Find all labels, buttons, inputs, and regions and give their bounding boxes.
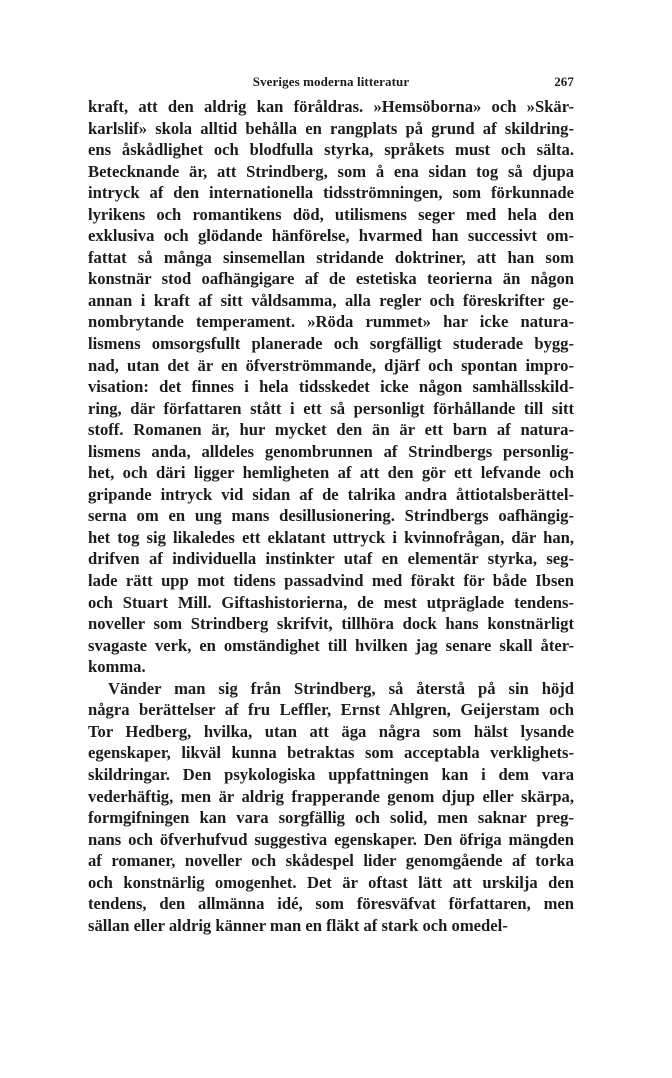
text-line: kraft, att den aldrig kan föråldras. »Hemsöborna» och »Skär- xyxy=(88,97,574,116)
text-line: annan i kraft af sitt våldsamma, alla regler och föreskrifter ge- xyxy=(88,290,574,310)
text-line: några berättelser af fru Leffler, Ernst Ahlgren, Geijerstam och xyxy=(88,700,574,720)
text-line: karlslif» skola alltid behålla en rangplats på grund af skildring- xyxy=(88,118,574,138)
text-line: stoff. Romanen är, hur mycket den än är ett barn af natura- xyxy=(88,420,574,440)
paragraph xyxy=(88,96,574,678)
text-line: lade rätt upp mot tidens passadvind med förakt för både Ibsen xyxy=(88,571,574,591)
text-line: och konstnärlig omogenhet. Det är oftast lätt att urskilja den xyxy=(88,872,574,892)
text-line: intryck af den internationella tidsströmningen, som förkunnade xyxy=(88,183,574,203)
text-line: drifven af individuella instinkter utaf en elementär styrka, seg- xyxy=(88,549,574,569)
text-line: och Stuart Mill. Giftashistorierna, de mest utpräglade tendens- xyxy=(88,592,574,612)
running-head xyxy=(88,70,574,92)
text-line: lismens omsorgsfullt planerade och sorgfälligt studerade bygg- xyxy=(88,334,574,354)
text-line: komma. xyxy=(88,657,146,677)
text-line: skildringar. Den psykologiska uppfattningen kan i dem vara xyxy=(88,764,574,784)
text-line: sällan eller aldrig känner man en fläkt af stark och omedel- xyxy=(88,915,508,935)
text-line: Tor Hedberg, hvilka, utan att äga några som hälst lysande xyxy=(88,721,574,741)
text-line: nombrytande temperament. »Röda rummet» har icke natura- xyxy=(88,312,574,332)
text-line: af romaner, noveller och skådespel lider genomgående af torka xyxy=(88,851,574,871)
text-line: nans och öfverhufvud suggestiva egenskaper. Den öfriga mängden xyxy=(88,829,574,849)
text-line: konstnär stod oafhängigare af de estetiska teorierna än någon xyxy=(88,269,574,289)
text-line: exklusiva och glödande hänförelse, hvarmed han successivt om- xyxy=(88,226,574,246)
text-line: Betecknande är, att Strindberg, som å ena sidan tog så djupa xyxy=(88,161,574,181)
text-line: visation: det finnes i hela tidsskedet icke någon samhällsskild- xyxy=(88,377,574,397)
text-line: lismens anda, alldeles genombrunnen af Strindbergs personlig- xyxy=(88,441,574,461)
page-number: 267 xyxy=(554,74,574,89)
text-line: ring, där författaren stått i ett så personligt förhållande till sitt xyxy=(88,398,574,418)
text-line: nad, utan det är en öfverströmmande, djärf och spontan impro- xyxy=(88,355,574,375)
text-line: tendens, den allmänna idé, som föresväfvat författaren, men xyxy=(88,894,574,914)
text-line: egenskaper, likväl kunna betraktas som acceptabla verklighets- xyxy=(88,743,574,763)
text-line: noveller som Strindberg skrifvit, tillhöra dock hans konstnärligt xyxy=(88,614,574,634)
book-page xyxy=(88,70,574,936)
running-title: Sveriges moderna litteratur xyxy=(252,74,410,89)
text-line: het tog sig likaledes ett eklatant uttryck i kvinnofrågan, där han, xyxy=(88,527,574,547)
text-line: Vänder man sig från Strindberg, så återstå på sin höjd xyxy=(108,678,574,698)
text-line: fattat så många sinsemellan stridande doktriner, att han som xyxy=(88,247,574,267)
body-text xyxy=(88,96,574,936)
text-line: vederhäftig, men är aldrig frapperande genom djup eller skärpa, xyxy=(88,786,574,806)
text-line: serna om en ung mans desillusionering. Strindbergs oafhängig- xyxy=(88,506,574,526)
text-line: gripande intryck vid sidan af de talrika andra åttiotalsberättel- xyxy=(88,484,574,504)
text-line: svagaste verk, en omständighet till hvilken jag senare skall åter- xyxy=(88,635,574,655)
paragraph xyxy=(88,678,574,937)
text-line: lyrikens och romantikens död, utilismens seger med hela den xyxy=(88,204,574,224)
text-line: formgifningen kan vara sorgfällig och solid, men saknar preg- xyxy=(88,808,574,828)
text-line: het, och däri ligger hemligheten af att den gör ett lefvande och xyxy=(88,463,574,483)
text-line: ens åskådlighet och blodfulla styrka, språkets must och sälta. xyxy=(88,140,574,160)
